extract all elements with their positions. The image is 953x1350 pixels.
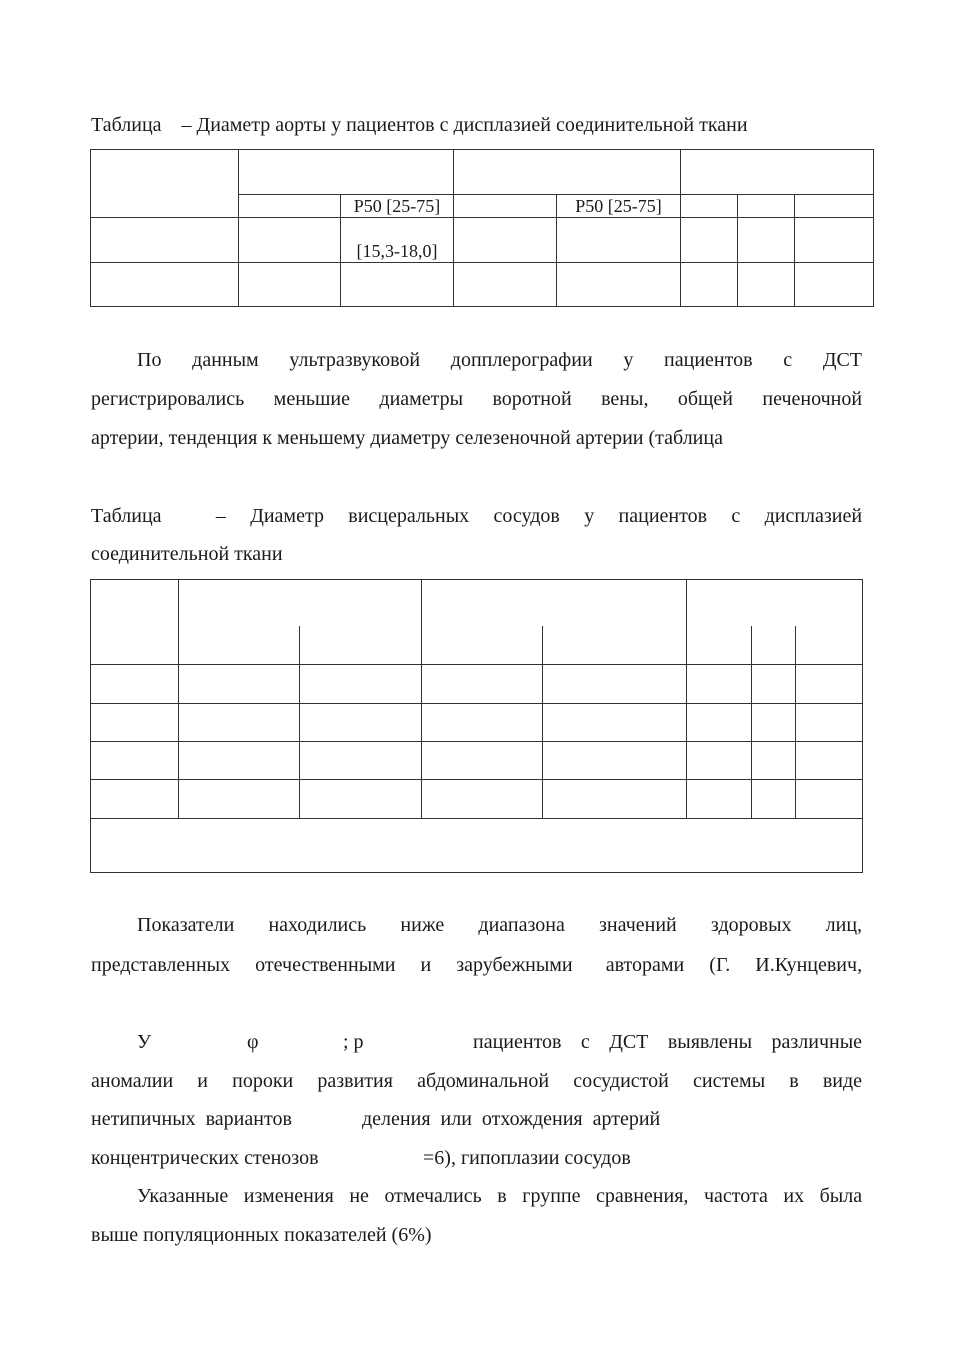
table1-caption <box>91 113 748 137</box>
table2-frame <box>90 579 863 873</box>
paragraph3-frag-p: ; р <box>343 1031 364 1053</box>
table1-caption-prefix: Таблица <box>91 114 162 136</box>
paragraph1-line2: регистрировались меньшие диаметры воротной вены, общей печеночной <box>91 388 863 410</box>
table1-caption-text: – Диаметр аорты у пациентов с дисплазией соединительной ткани <box>181 114 748 136</box>
paragraph1-line3: артерии, тенденция к меньшему диаметру селезеночной артерии (таблица <box>91 427 723 449</box>
paragraph2-line2: представленных отечественными и зарубежными авторами (Г. И.Кунцевич, <box>91 954 863 976</box>
paragraph3-line3-b: деления или отхождения артерий <box>362 1108 661 1130</box>
table2-caption-line1: Таблица – Диаметр висцеральных сосудов у пациентов с дисплазией <box>91 505 863 527</box>
paragraph3-frag-phi: φ <box>247 1031 259 1053</box>
paragraph4-line1: Указанные изменения не отмечались в группе сравнения, частота их была <box>137 1185 863 1207</box>
paragraph3-line4-b: =6), гипоплазии сосудов <box>423 1147 631 1169</box>
table2-caption-line2: соединительной ткани <box>91 543 283 565</box>
table1-header-p50-2: P50 [25-75] <box>575 196 662 216</box>
paragraph2-line1: Показатели находились ниже диапазона значений здоровых лиц, <box>137 914 863 936</box>
table1-frame <box>90 149 874 307</box>
paragraph3-frag-u: У <box>137 1031 152 1053</box>
paragraph3-line2: аномалии и пороки развития абдоминальной сосудистой системы в виде <box>91 1070 863 1092</box>
paragraph1-line1: По данным ультразвуковой допплерографии у пациентов с ДСТ <box>137 349 863 371</box>
table1-header-p50-1: P50 [25-75] <box>353 196 441 216</box>
paragraph3-line1-rest: пациентов с ДСТ выявлены различные <box>473 1031 863 1053</box>
paragraph3-line4-a: концентрических стенозов <box>91 1147 319 1169</box>
table1-cell-range: [15,3-18,0] <box>356 241 438 261</box>
paragraph4-line2: выше популяционных показателей (6%) <box>91 1224 432 1246</box>
paragraph3-line3-a: нетипичных вариантов <box>91 1108 292 1130</box>
